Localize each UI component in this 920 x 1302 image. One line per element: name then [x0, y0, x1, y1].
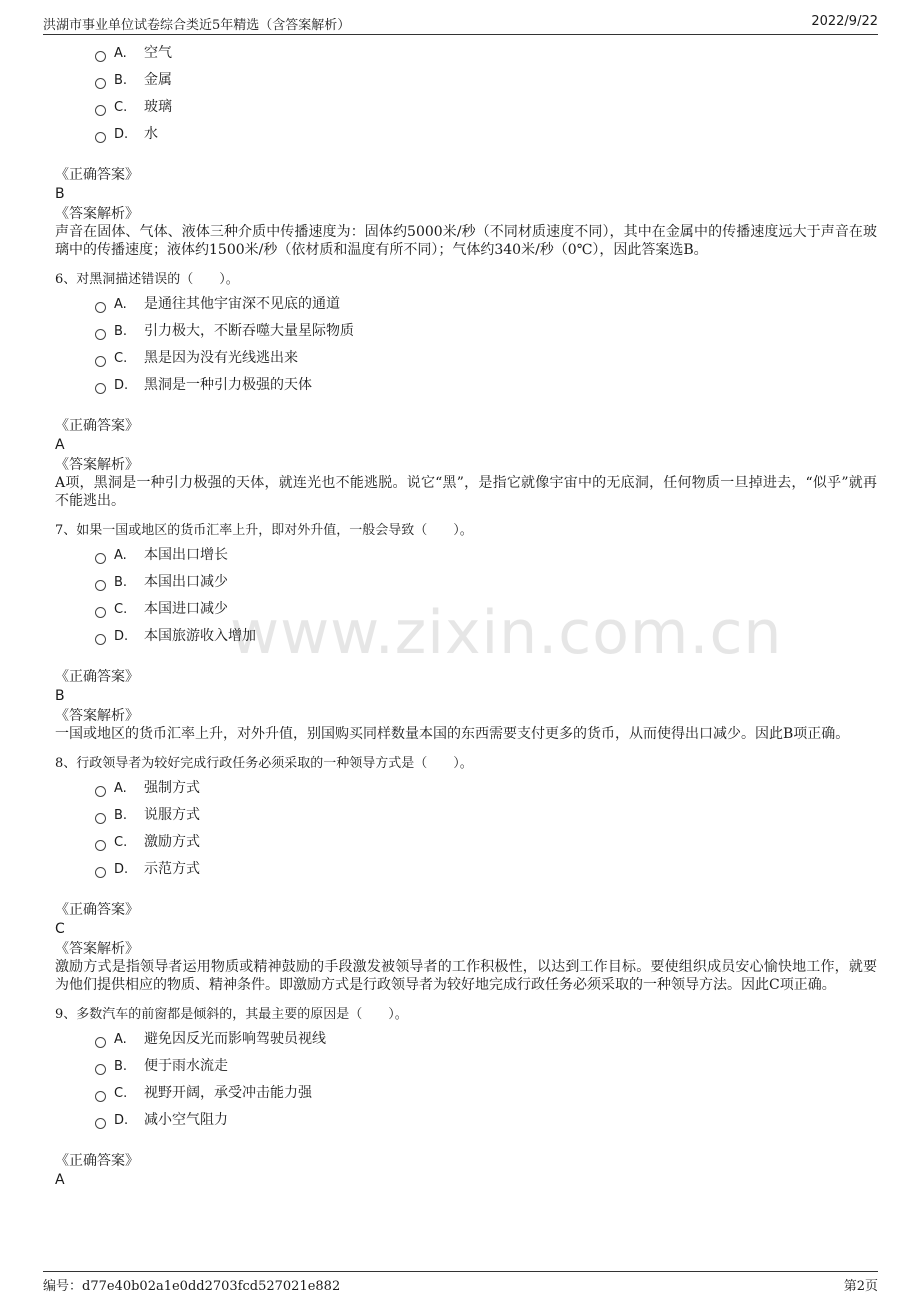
- option-b[interactable]: B. 金属: [55, 67, 877, 94]
- answer-value: B: [55, 186, 65, 202]
- option-a[interactable]: A. 是通往其他宇宙深不见底的通道: [55, 291, 877, 318]
- answer-value: A: [55, 1172, 65, 1188]
- option-a[interactable]: A. 本国出口增长: [55, 542, 877, 569]
- option-d[interactable]: D. 黑洞是一种引力极强的天体: [55, 372, 877, 399]
- option-d[interactable]: D. 水: [55, 121, 877, 148]
- answer-label: 《正确答案》: [55, 669, 139, 685]
- explanation-label: 《答案解析》: [55, 708, 139, 724]
- option-d[interactable]: D. 本国旅游收入增加: [55, 623, 877, 650]
- radio-icon[interactable]: [95, 356, 106, 367]
- question-block-5: [55, 40, 877, 259]
- answer-label: 《正确答案》: [55, 902, 139, 918]
- option-c[interactable]: C. 激励方式: [55, 829, 877, 856]
- radio-icon[interactable]: [95, 78, 106, 89]
- explanation-text: 一国或地区的货币汇率上升，对外升值，别国购买同样数量本国的东西需要支付更多的货币，从而使得出口减少。因此B项正确。: [55, 726, 850, 742]
- answer-value: B: [55, 688, 65, 704]
- document-body: [55, 40, 877, 1189]
- question-block-9: [55, 1006, 877, 1189]
- radio-icon[interactable]: [95, 867, 106, 878]
- option-b[interactable]: B. 便于雨水流走: [55, 1053, 877, 1080]
- radio-icon[interactable]: [95, 1091, 106, 1102]
- radio-icon[interactable]: [95, 786, 106, 797]
- option-a[interactable]: A. 强制方式: [55, 775, 877, 802]
- document-date: 2022/9/22: [811, 14, 878, 29]
- page-number: 第2页: [843, 1279, 878, 1294]
- option-list: [55, 1026, 877, 1134]
- explanation-text: 声音在固体、气体、液体三种介质中传播速度为：固体约5000米/秒（不同材质速度不同），其中在金属中的传播速度远大于声音在玻璃中的传播速度；液体约1500米/秒（依材质和温度有所不同）；气体约340米/秒（0℃），因此答案选B。: [55, 224, 877, 258]
- option-list: [55, 40, 877, 148]
- radio-icon[interactable]: [95, 132, 106, 143]
- page-header: [43, 12, 878, 35]
- answer-value: C: [55, 921, 65, 937]
- option-b[interactable]: B. 本国出口减少: [55, 569, 877, 596]
- option-c[interactable]: C. 黑是因为没有光线逃出来: [55, 345, 877, 372]
- explanation-text: A项，黑洞是一种引力极强的天体，就连光也不能逃脱。说它“黑”，是指它就像宇宙中的无底洞，任何物质一旦掉进去，“似乎”就再不能逃出。: [55, 475, 877, 509]
- question-block-6: [55, 271, 877, 510]
- option-a[interactable]: A. 空气: [55, 40, 877, 67]
- option-b[interactable]: B. 说服方式: [55, 802, 877, 829]
- option-c[interactable]: C. 玻璃: [55, 94, 877, 121]
- option-list: [55, 775, 877, 883]
- answer-label: 《正确答案》: [55, 1153, 139, 1169]
- question-text: 9、多数汽车的前窗都是倾斜的，其最主要的原因是（ ）。: [55, 1007, 408, 1022]
- option-c[interactable]: C. 视野开阔，承受冲击能力强: [55, 1080, 877, 1107]
- explanation-label: 《答案解析》: [55, 206, 139, 222]
- page-footer: [43, 1271, 878, 1294]
- option-b[interactable]: B. 引力极大，不断吞噬大量星际物质: [55, 318, 877, 345]
- question-text: 6、对黑洞描述错误的（ ）。: [55, 272, 239, 287]
- watermark-text: www.zixin.com.cn: [230, 598, 783, 668]
- explanation-label: 《答案解析》: [55, 457, 139, 473]
- question-block-8: [55, 755, 877, 994]
- explanation-text: 激励方式是指领导者运用物质或精神鼓励的手段激发被领导者的工作积极性，以达到工作目标。要使组织成员安心愉快地工作，就要为他们提供相应的物质、精神条件。即激励方式是行政领导者为较好地完成行政任务必须采取的一种领导方法。因此C项正确。: [55, 959, 877, 993]
- option-d[interactable]: D. 减小空气阻力: [55, 1107, 877, 1134]
- explanation-label: 《答案解析》: [55, 941, 139, 957]
- radio-icon[interactable]: [95, 1064, 106, 1075]
- option-d[interactable]: D. 示范方式: [55, 856, 877, 883]
- radio-icon[interactable]: [95, 553, 106, 564]
- document-title: 洪湖市事业单位试卷综合类近5年精选（含答案解析）: [43, 18, 351, 33]
- radio-icon[interactable]: [95, 580, 106, 591]
- radio-icon[interactable]: [95, 1118, 106, 1129]
- answer-label: 《正确答案》: [55, 167, 139, 183]
- radio-icon[interactable]: [95, 840, 106, 851]
- question-text: 8、行政领导者为较好完成行政任务必须采取的一种领导方式是（ ）。: [55, 756, 473, 771]
- option-c[interactable]: C. 本国进口减少: [55, 596, 877, 623]
- answer-label: 《正确答案》: [55, 418, 139, 434]
- radio-icon[interactable]: [95, 329, 106, 340]
- option-list: [55, 542, 877, 650]
- option-list: [55, 291, 877, 399]
- radio-icon[interactable]: [95, 813, 106, 824]
- radio-icon[interactable]: [95, 607, 106, 618]
- radio-icon[interactable]: [95, 105, 106, 116]
- radio-icon[interactable]: [95, 302, 106, 313]
- document-code: 编号：d77e40b02a1e0dd2703fcd527021e882: [43, 1279, 341, 1294]
- radio-icon[interactable]: [95, 634, 106, 645]
- radio-icon[interactable]: [95, 1037, 106, 1048]
- option-a[interactable]: A. 避免因反光而影响驾驶员视线: [55, 1026, 877, 1053]
- answer-value: A: [55, 437, 65, 453]
- question-block-7: [55, 522, 877, 743]
- radio-icon[interactable]: [95, 383, 106, 394]
- radio-icon[interactable]: [95, 51, 106, 62]
- question-text: 7、如果一国或地区的货币汇率上升，即对外升值，一般会导致（ ）。: [55, 523, 473, 538]
